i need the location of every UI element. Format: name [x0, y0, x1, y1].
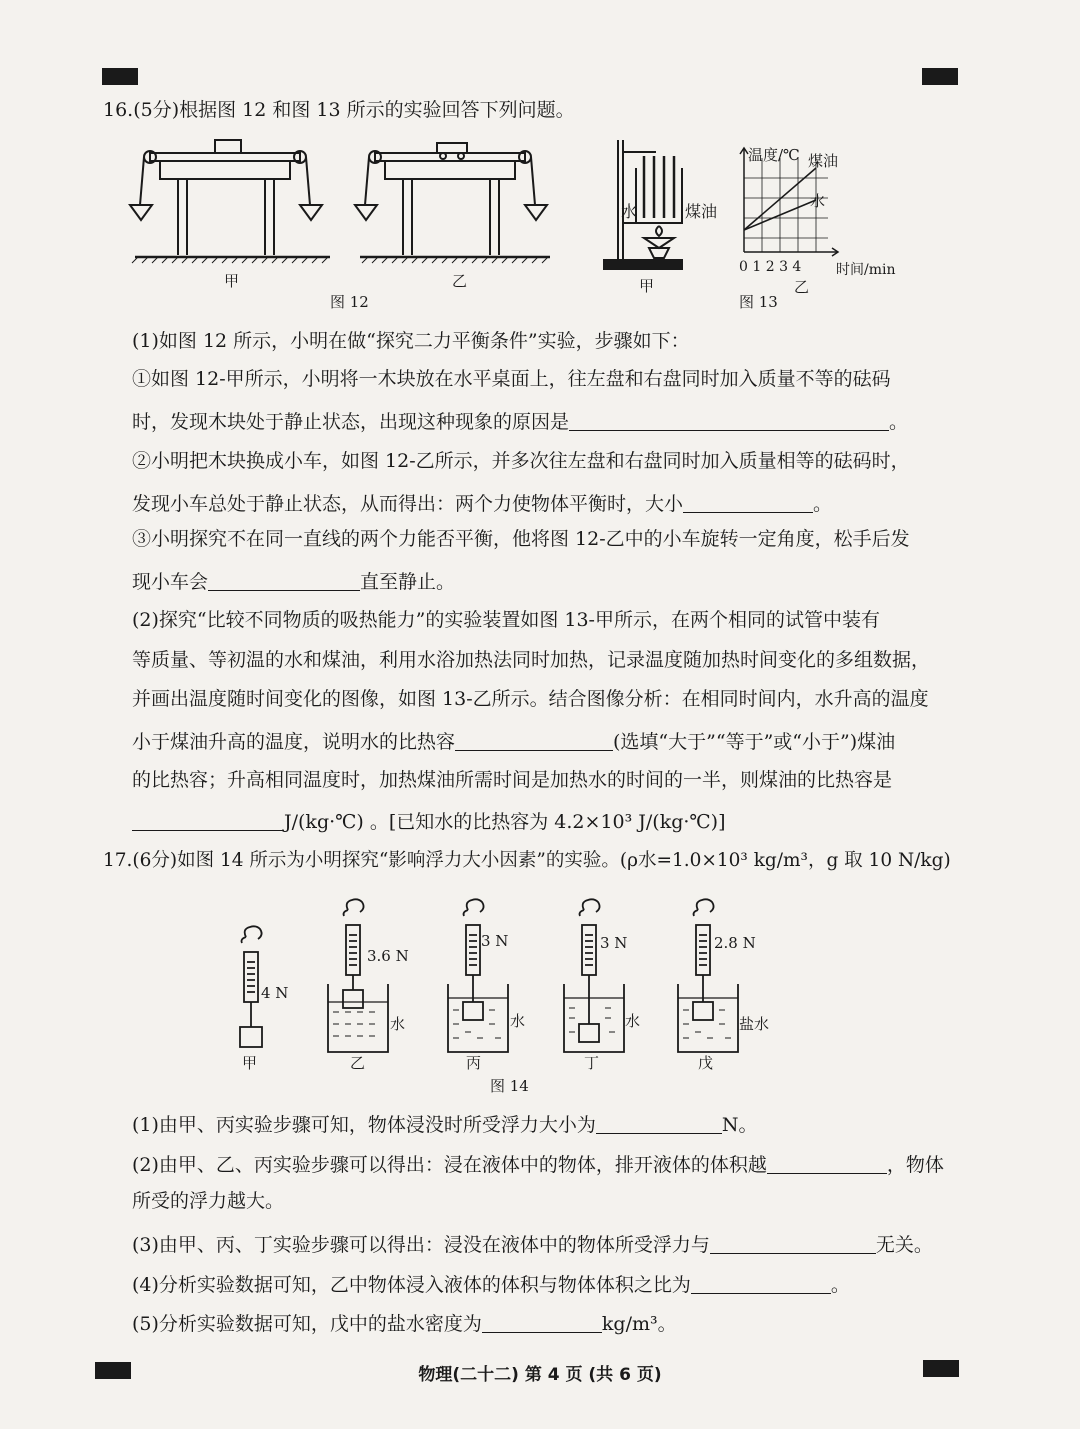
fig14-label-a: 甲	[242, 1054, 258, 1072]
fig13-series-water: 水	[810, 192, 826, 210]
q16-part2-line1: (2)探究“比较不同物质的吸热能力”的实验装置如图 13-甲所示，在两个相同的试管中装有	[132, 609, 880, 631]
q17-sub4-end: 。	[830, 1274, 850, 1296]
q16-part2-text: 小于煤油升高的温度，说明水的比热容	[132, 731, 456, 753]
fig14-setup-e	[678, 899, 738, 1052]
fig13-label-a: 甲	[639, 277, 655, 295]
fig14-reading-e: 2.8 N	[714, 934, 756, 952]
fig14-reading-a: 4 N	[261, 984, 289, 1002]
fig14-liquid-d: 水	[625, 1012, 641, 1030]
q17-sub1	[132, 1114, 758, 1135]
fig12-table-a	[130, 140, 322, 255]
figure-14-diagram	[232, 892, 752, 1052]
registration-mark-top-left	[102, 68, 138, 85]
q17-sub2-end: ，物体	[886, 1154, 944, 1176]
fig12-table-b	[355, 143, 547, 255]
q16-step2-line2	[132, 493, 832, 514]
fig14-caption: 图 14	[490, 1077, 529, 1095]
fig12-label-b: 乙	[452, 272, 468, 290]
q16-step2-end: 。	[813, 493, 833, 515]
q17-sub5	[132, 1313, 677, 1334]
fig14-reading-b: 3.6 N	[367, 947, 409, 965]
fig13-graph-ylabel: 温度/℃	[748, 146, 800, 164]
q17-sub4	[132, 1274, 850, 1295]
q16-step3-line1: ③小明探究不在同一直线的两个力能否平衡，他将图 12-乙中的小车旋转一定角度，松手后发	[132, 528, 910, 550]
q17-sub1-text: (1)由甲、丙实验步骤可知，物体浸没时所受浮力大小为	[132, 1114, 596, 1136]
q17-sub3	[132, 1234, 933, 1255]
q16-step1-text: 时，发现木块处于静止状态，出现这种现象的原因是	[132, 411, 570, 433]
registration-mark-top-right	[922, 68, 958, 85]
q16-step1-end: 。	[889, 411, 909, 433]
q16-part2-line3: 并画出温度随时间变化的图像，如图 13-乙所示。结合图像分析：在相同时间内，水升高的温度	[132, 688, 929, 710]
q16-step1-line1: ①如图 12-甲所示，小明将一木块放在水平桌面上，往左盘和右盘同时加入质量不等的砝码	[132, 368, 891, 390]
fig14-label-d: 丁	[584, 1054, 600, 1072]
answer-blank-17-5[interactable]	[482, 1313, 602, 1333]
fig14-reading-c: 3 N	[481, 932, 509, 950]
q17-sub3-end: 无关。	[875, 1234, 933, 1256]
answer-blank-16-1[interactable]	[569, 411, 889, 431]
fig13-beaker-right-label: 煤油	[685, 202, 718, 221]
answer-blank-17-1[interactable]	[596, 1114, 722, 1134]
figure-12-diagram	[130, 140, 550, 270]
q17-sub2-text: (2)由甲、乙、丙实验步骤可以得出：浸在液体中的物体，排开液体的体积越	[132, 1154, 767, 1176]
q17-header: 17.(6分)如图 14 所示为小明探究“影响浮力大小因素”的实验。(ρ水=1.0×10³ kg/m³，g 取 10 N/kg)	[103, 850, 951, 871]
q17-sub4-text: (4)分析实验数据可知，乙中物体浸入液体的体积与物体体积之比为	[132, 1274, 691, 1296]
fig14-liquid-b: 水	[390, 1015, 406, 1033]
answer-blank-16-5[interactable]	[132, 811, 284, 831]
q16-part2-line5: 的比热容；升高相同温度时，加热煤油所需时间是加热水的时间的一半，则煤油的比热容是	[132, 769, 893, 791]
fig14-setup-d	[564, 899, 624, 1052]
fig13-graph-xlabel: 时间/min	[836, 262, 896, 278]
fig13-graph-ticks: 0 1 2 3 4	[739, 259, 802, 275]
answer-blank-16-4[interactable]	[455, 731, 613, 751]
fig14-setup-a	[240, 926, 262, 1047]
q16-part2-options: (选填“大于”“等于”或“小于”)煤油	[613, 731, 896, 753]
fig12-label-a: 甲	[224, 272, 240, 290]
q17-sub5-end: kg/m³。	[601, 1313, 677, 1335]
fig13-series-kerosene: 煤油	[808, 152, 839, 170]
q16-step3-end: 直至静止。	[360, 571, 456, 593]
q16-header: 16.(5分)根据图 12 和图 13 所示的实验回答下列问题。	[103, 99, 575, 121]
fig14-setup-b	[328, 899, 388, 1052]
q17-sub2-line2: 所受的浮力越大。	[132, 1190, 285, 1212]
q16-part2-line6	[132, 811, 726, 832]
q16-part1-intro: (1)如图 12 所示，小明在做“探究二力平衡条件”实验，步骤如下：	[132, 330, 690, 352]
q16-part2-end: J/(kg·℃) 。[已知水的比热容为 4.2×10³ J/(kg·℃)]	[284, 811, 726, 833]
page-footer: 物理(二十二) 第 4 页 (共 6 页)	[418, 1365, 662, 1385]
fig14-liquid-c: 水	[510, 1012, 526, 1030]
fig13-label-b: 乙	[794, 278, 810, 296]
q17-sub2-line1	[132, 1154, 944, 1175]
q16-step3-text: 现小车会	[132, 571, 209, 593]
fig14-label-b: 乙	[350, 1054, 366, 1072]
fig14-liquid-e: 盐水	[739, 1015, 770, 1033]
answer-blank-17-2[interactable]	[767, 1154, 887, 1174]
fig13-caption: 图 13	[739, 293, 778, 311]
q16-step2-line1: ②小明把木块换成小车，如图 12-乙所示，并多次往左盘和右盘同时加入质量相等的砝码时，	[132, 450, 910, 472]
answer-blank-17-3[interactable]	[710, 1234, 876, 1254]
fig14-setup-c	[448, 899, 508, 1052]
answer-blank-16-3[interactable]	[208, 571, 360, 591]
fig14-label-c: 丙	[466, 1054, 482, 1072]
q16-step3-line2	[132, 571, 455, 592]
q17-sub3-text: (3)由甲、丙、丁实验步骤可以得出：浸没在液体中的物体所受浮力与	[132, 1234, 710, 1256]
fig14-label-e: 戊	[698, 1054, 714, 1072]
q16-part2-line4	[132, 731, 895, 752]
answer-blank-16-2[interactable]	[683, 493, 813, 513]
fig14-reading-d: 3 N	[600, 934, 628, 952]
q16-part2-line2: 等质量、等初温的水和煤油，利用水浴加热法同时加热，记录温度随加热时间变化的多组数据，	[132, 649, 931, 671]
q16-step2-text: 发现小车总处于静止状态，从而得出：两个力使物体平衡时，大小	[132, 493, 684, 515]
fig13-beaker-left-label: 水	[621, 202, 638, 221]
q17-sub5-text: (5)分析实验数据可知，戊中的盐水密度为	[132, 1313, 482, 1335]
answer-blank-17-4[interactable]	[691, 1274, 831, 1294]
q17-sub1-end: N。	[721, 1114, 758, 1136]
fig12-caption: 图 12	[330, 293, 369, 311]
q16-step1-line2	[132, 411, 908, 432]
